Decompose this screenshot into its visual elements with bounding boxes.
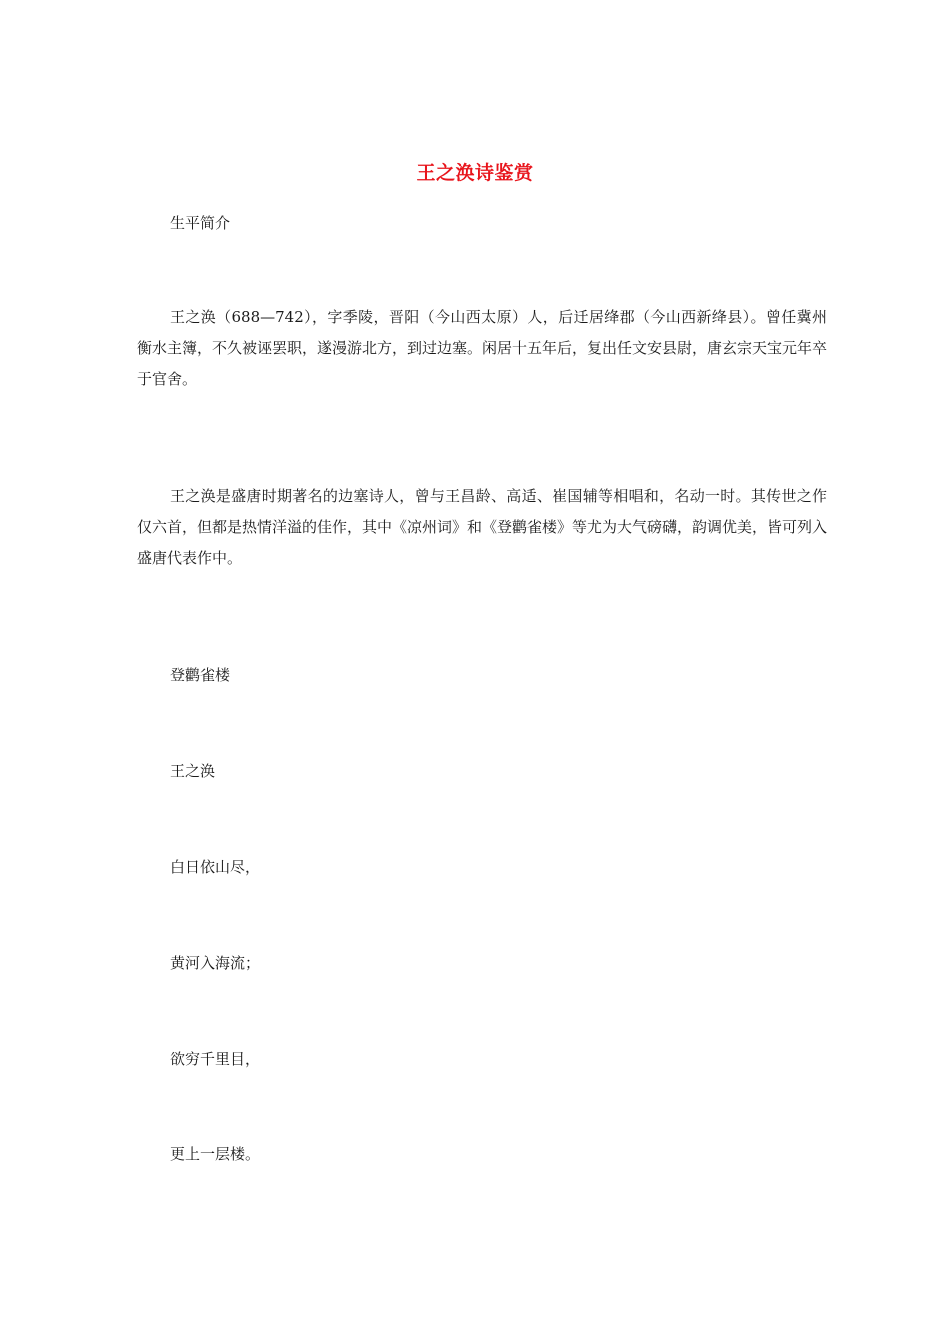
document-title: 王之涣诗鉴赏 — [416, 162, 534, 184]
poem-line-4: 更上一层楼。 — [170, 1145, 261, 1163]
poem-line-2: 黄河入海流； — [170, 954, 261, 972]
section-heading-biography: 生平简介 — [170, 214, 231, 232]
poem-line-3: 欲穷千里目， — [170, 1050, 261, 1068]
poem-author: 王之涣 — [170, 762, 216, 780]
poem-title: 登鹳雀楼 — [170, 666, 231, 684]
biography-paragraph-2: 王之涣是盛唐时期著名的边塞诗人，曾与王昌龄、高适、崔国辅等相唱和，名动一时。其传世之作仅六首，但都是热情洋溢的佳作，其中《凉州词》和《登鹳雀楼》等尤为大气磅礴，韵调优美，皆可列入盛唐代表作中。 — [137, 487, 828, 567]
poem-line-1: 白日依山尽， — [170, 858, 261, 876]
biography-paragraph-1: 王之涣（688—742），字季陵，晋阳（今山西太原）人，后迁居绛郡（今山西新绛县）。曾任冀州衡水主簿，不久被诬罢职，遂漫游北方，到过边塞。闲居十五年后，复出任文安县尉，唐玄宗天宝元年卒于官舍。 — [137, 308, 828, 388]
